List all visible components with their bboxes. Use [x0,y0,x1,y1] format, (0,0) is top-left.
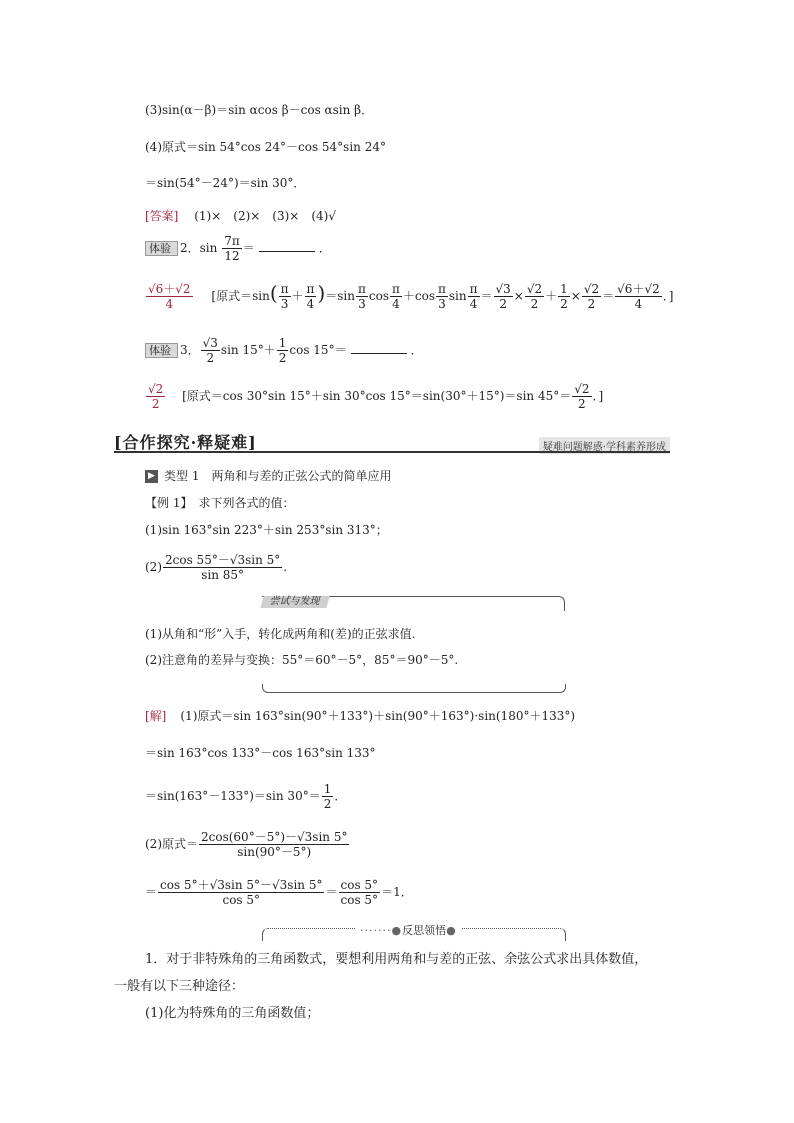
hint-box-bottom [262,684,566,693]
answer-text: (1)× (2)× (3)× (4)√ [194,209,337,223]
fraction: $\frac{7\pi}{12}$ [224,234,240,263]
answer-3: $\frac{√2}{2}$ [原式＝cos 30°sin 15°＋sin 30°cos 15°＝sin(30°＋15°)＝sin 45°＝ $\frac{√2}{2}$ ．] [148,382,604,411]
text-line: (4)原式＝sin 54°cos 24°－cos 54°sin 24° [145,140,386,154]
fraction: $\frac{√2}{2}$ [526,282,543,311]
fraction: $\frac{\pi}{3}$ [280,282,289,311]
example-part-2: (2) $\frac{2\cos 55^\circ-√3\sin 5^\circ}{\sin 85^\circ}$ . [145,553,288,582]
fraction: $\frac{\pi}{4}$ [391,282,400,311]
answer-2: $\frac{√6+√2}{4}$ [原式＝sin( $\frac{\pi}{3}$ ＋ $\frac{\pi}{4}$ )＝sin $\frac{\pi}{3}$ cos $\frac{\pi}{4}$ ＋cos $\frac{\pi}{3}$ sin $\frac{\pi}{4}$ ＝ $\frac{√3}{2}$ × $\frac{√2}{2}$ ＋ $\frac{1}{2}$ × $\frac{√2}{2}$ ＝ $\frac{√6+√2}{4}$ ．] [148,281,674,311]
fraction: $\frac{\cos 5^\circ+√3\sin 5^\circ-√3\sin 5^\circ}{\cos 5^\circ}$ [160,878,323,907]
solution-line-2: ＝sin 163°cos 133°－cos 163°sin 133° [145,746,376,760]
example-part-1: (1)sin 163°sin 223°＋sin 253°sin 313°； [145,523,388,537]
play-icon: ▶ [145,470,158,483]
type-heading: ▶ 类型 1 两角和与差的正弦公式的简单应用 [145,468,391,484]
hint-line-1: (1)从角和“形”入手，转化成两角和(差)的正弦求值. [145,627,416,641]
answer-fraction: $\frac{√2}{2}$ [148,382,164,411]
text-line: ＝sin(54°－24°)＝sin 30°． [145,176,306,190]
tiyan-badge: 体验 [145,343,178,358]
q2-lead: 2．sin [180,241,218,255]
fraction: $\frac{1}{2}$ [560,282,568,311]
reflection-para: (1)化为特殊角的三角函数值； [145,1006,320,1021]
fraction: $\frac{2\cos(60^\circ-5^\circ)-√3\sin 5^\circ}{\sin(90^\circ-5^\circ)}$ [201,830,348,859]
answer-blank [351,353,407,354]
fraction: $\frac{√6+√2}{4}$ [617,282,660,311]
hint-box-tag: 尝试与发现 [260,596,329,608]
solution-line-3: ＝sin(163°－133°)＝sin 30°＝ $\frac{1}{2}$ ． [145,782,347,811]
fraction: $\frac{√2}{2}$ [583,282,600,311]
solution-line-5: ＝ $\frac{\cos 5^\circ+√3\sin 5^\circ-√3\sin 5^\circ}{\cos 5^\circ}$ ＝ $\frac{\cos 5^\circ}{\cos 5^\circ}$ ＝1． [145,878,413,907]
fraction: $\frac{\cos 5^\circ}{\cos 5^\circ}$ [340,878,379,907]
solution-line-4: (2)原式＝ $\frac{2\cos(60^\circ-5^\circ)-√3\sin 5^\circ}{\sin(90^\circ-5^\circ)}$ [145,830,348,859]
section-divider [114,451,670,453]
answer-blank [259,251,315,252]
reflection-para: 一般有以下三种途径： [114,979,245,994]
hint-line-2: (2)注意角的差异与变换：55°＝60°－5°，85°＝90°－5°. [145,653,459,667]
section-subtitle: 疑难问题解惑·学科素养形成 [539,437,670,454]
fraction: $\frac{\pi}{4}$ [306,282,315,311]
a2-text: [原式＝sin [211,289,270,303]
question-2: 体验 2．sin $\frac{7\pi}{12}$ ＝ ． [145,234,331,263]
question-3: 体验 3． $\frac{√3}{2}$ sin 15°＋ $\frac{1}{2}$ cos 15°＝ ． [145,336,423,365]
fraction: $\frac{√3}{2}$ [495,282,511,311]
reflection-para: 1．对于非特殊角的三角函数式，要想利用两角和与差的正弦、余弦公式求出具体数值， [145,952,648,967]
fraction: $\frac{\pi}{3}$ [437,282,446,311]
text-line: (3)sin(α－β)＝sin αcos β－cos αsin β． [145,103,374,117]
equals: ＝ [242,241,255,255]
reflection-tag: ·······●反思领悟● [356,922,461,938]
solution-label: [解] [145,709,167,723]
answer-label: [答案] [145,209,179,223]
answer-line [145,208,336,224]
fraction: $\frac{√3}{2}$ [202,336,218,365]
fraction: $\frac{1}{2}$ [278,336,287,365]
solution-line-1: [解] (1)原式＝sin 163°sin(90°＋133°)＋sin(90°＋163°)·sin(180°＋133°) [145,709,576,723]
fraction: $\frac{√2}{2}$ [574,382,590,411]
answer-fraction: $\frac{√6+√2}{4}$ [148,282,191,311]
fraction: $\frac{2\cos 55^\circ-√3\sin 5^\circ}{\sin 85^\circ}$ [165,553,281,582]
fraction: $\frac{\pi}{4}$ [469,282,478,311]
fraction: $\frac{\pi}{3}$ [357,282,366,311]
section-title: [合作探究·释疑难] [114,433,257,452]
fraction: $\frac{1}{2}$ [323,782,332,811]
tiyan-badge: 体验 [145,241,178,256]
example-label: 【例 1】 求下列各式的值： [145,496,295,510]
